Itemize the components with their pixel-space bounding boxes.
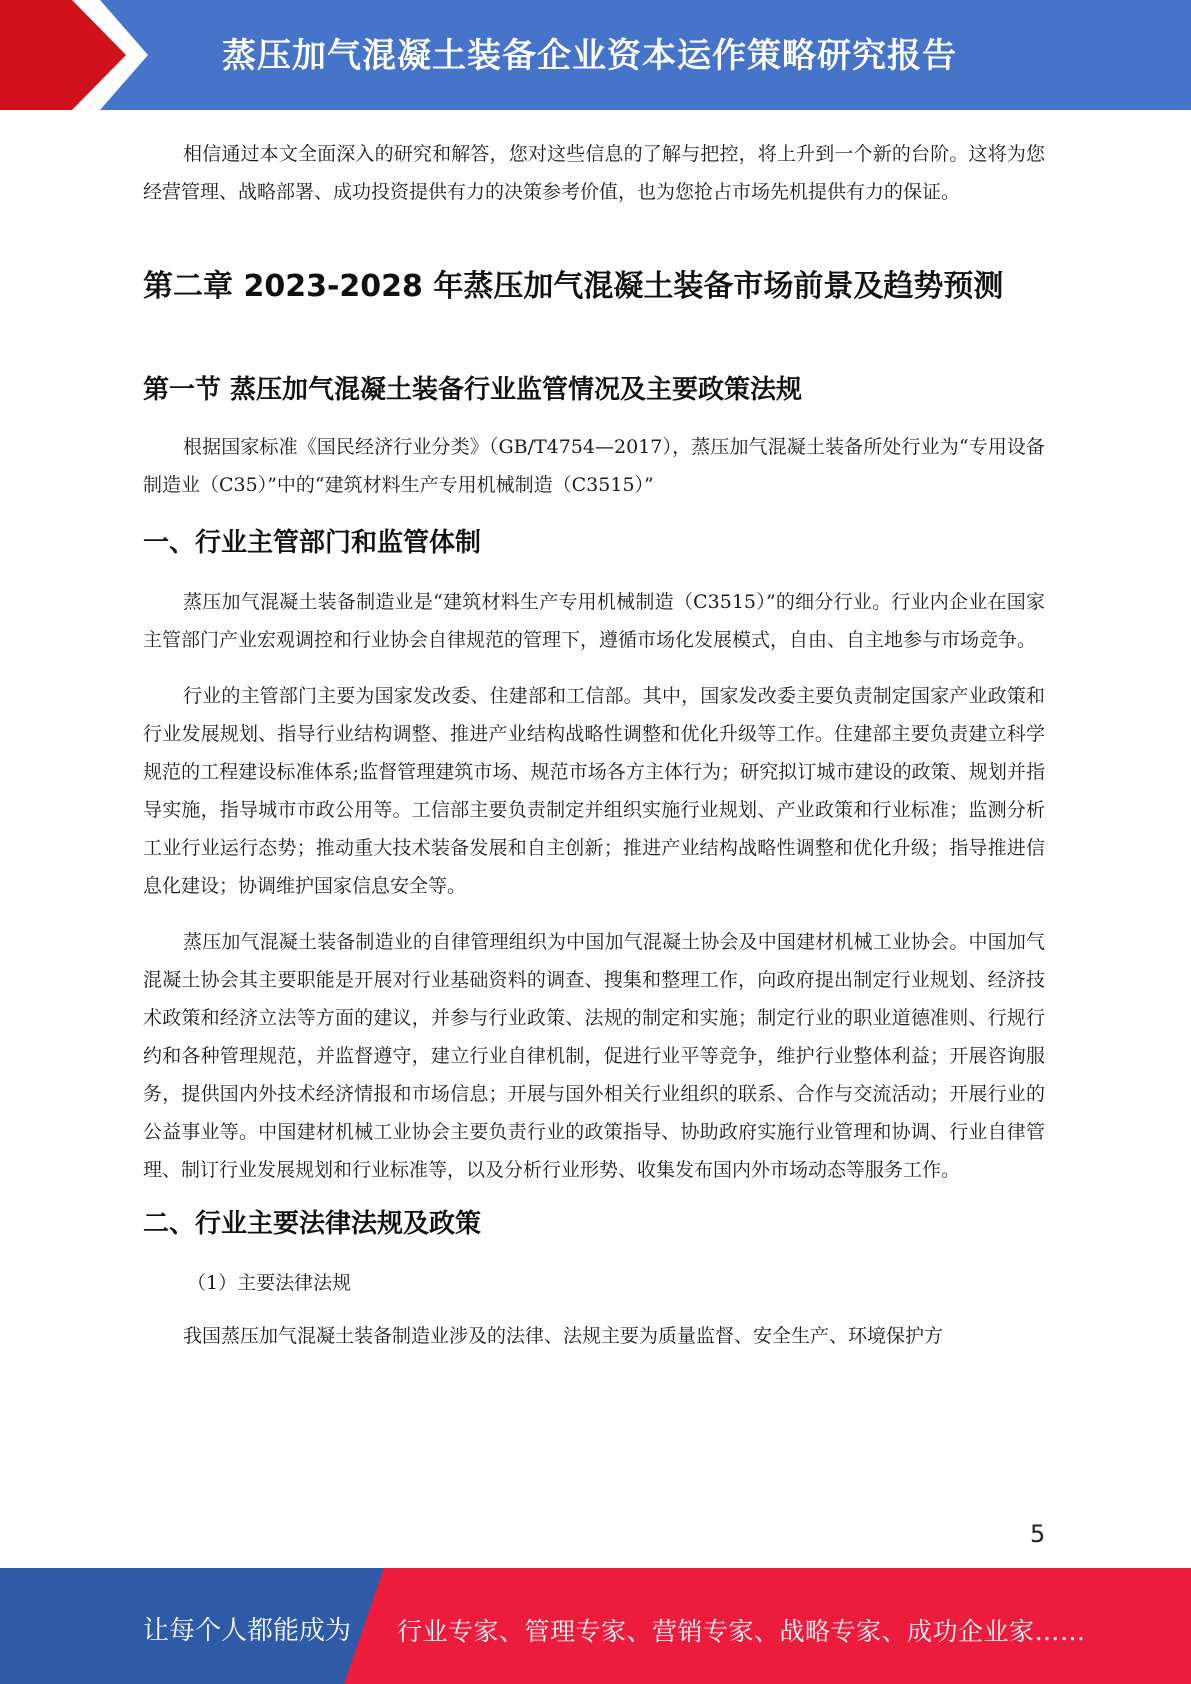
paragraph-laws: 我国蒸压加气混凝土装备制造业涉及的法律、法规主要为质量监督、安全生产、环境保护方 [183,1325,944,1347]
page-content [143,135,1045,1355]
page-number: 5 [1030,1520,1046,1548]
footer-slogan-right: 行业专家、管理专家、营销专家、战略专家、成功企业家…… [397,1617,1086,1646]
page-header [0,0,1191,110]
subsection-title-2: 二、行业主要法律法规及政策 [143,1209,482,1239]
section-paragraph: 根据国家标准《国民经济行业分类》（GB/T4754—2017），蒸压加气混凝土装备所处行业为“专用设备制造业（C35）”中的“建筑材料生产专用机械制造（C3515）” [143,436,1045,496]
paragraph-associations: 蒸压加气混凝土装备制造业的自律管理组织为中国加气混凝土协会及中国建材机械工业协会。中国加气混凝土协会其主要职能是开展对行业基础资料的调查、搜集和整理工作，向政府提出制定行业规划、经济技术政策和经济立法等方面的建议，并参与行业政策、法规的制定和实施；制定行业的职业道德准则、行规行约和各种管理规范，并监督遵守，建立行业自律机制，促进行业平等竞争，维护行业整体利益；开展咨询服务，提供国内外技术经济情报和市场信息；开展与国外相关行业组织的联系、合作与交流活动；开展行业的公益事业等。中国建材机械工业协会主要负责行业的政策指导、协助政府实施行业管理和协调、行业自律管理、制订行业发展规划和行业标准等，以及分析行业形势、收集发布国内外市场动态等服务工作。 [143,931,1045,1181]
paragraph-authorities: 行业的主管部门主要为国家发改委、住建部和工信部。其中，国家发改委主要负责制定国家产业政策和行业发展规划、指导行业结构调整、推进产业结构战略性调整和优化升级等工作。住建部主要负责建立科学规范的工程建设标准体系;监督管理建筑市场、规范市场各方主体行为；研究拟订城市建设的政策、规划并指导实施，指导城市市政公用等。工信部主要负责制定并组织实施行业规划、产业政策和行业标准；监测分析工业行业运行态势；推动重大技术装备发展和自主创新；推进产业结构战略性调整和优化升级；指导推进信息化建设；协调维护国家信息安全等。 [143,685,1045,897]
item-label: （1）主要法律法规 [187,1272,352,1294]
intro-paragraph: 相信通过本文全面深入的研究和解答，您对这些信息的了解与把控，将上升到一个新的台阶。这将为您经营管理、战略部署、成功投资提供有力的决策参考价值，也为您抢占市场先机提供有力的保证。 [143,143,1045,203]
paragraph-industry-overview: 蒸压加气混凝土装备制造业是“建筑材料生产专用机械制造（C3515）”的细分行业。行业内企业在国家主管部门产业宏观调控和行业协会自律规范的管理下，遵循市场化发展模式，自由、自主地参与市场竞争。 [143,591,1045,651]
section-title: 第一节 蒸压加气混凝土装备行业监管情况及主要政策法规 [143,375,803,405]
footer-slogan-left: 让每个人都能成为 [143,1616,352,1646]
page-footer [0,1568,1191,1684]
chapter-title: 第二章 2023-2028 年蒸压加气混凝土装备市场前景及趋势预测 [143,269,1004,304]
subsection-title-1: 一、行业主管部门和监管体制 [143,528,482,558]
report-title: 蒸压加气混凝土装备企业资本运作策略研究报告 [222,36,957,76]
